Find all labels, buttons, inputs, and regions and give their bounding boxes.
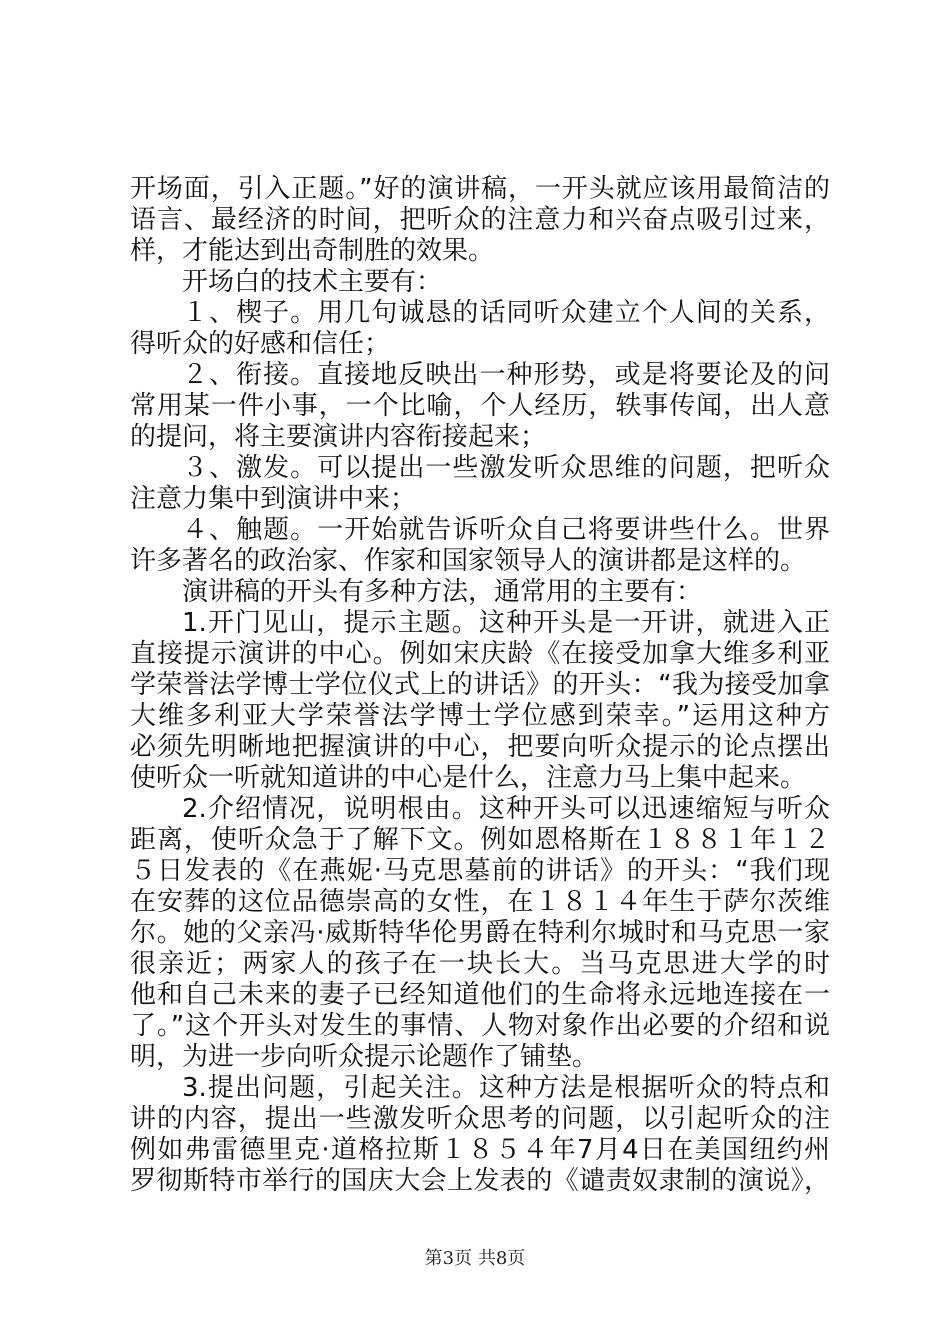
text-line: 必须先明晰地把握演讲的中心，把要向听众提示的论点摆出 xyxy=(130,732,830,762)
text-line: 使听众一听就知道讲的中心是什么，注意力马上集中起来。 xyxy=(130,763,807,793)
text-line: 很亲近；两家人的孩子在一块长大。当马克思进大学的时 xyxy=(130,949,830,979)
text-line: 距离，使听众急于了解下文。例如恩格斯在１８８１年１２ xyxy=(130,825,830,855)
text-line: 明，为进一步向听众提示论题作了铺垫。 xyxy=(130,1042,599,1072)
document-body xyxy=(130,174,830,1197)
text-line: 1.开门见山，提示主题。这种开头是一开讲，就进入正 xyxy=(182,608,830,638)
text-line: 他和自己未来的妻子已经知道他们的生命将永远地连接在一 xyxy=(130,980,830,1010)
text-line: 学荣誉法学博士学位仪式上的讲话》的开头：“我为接受加拿 xyxy=(130,670,830,700)
text-line: 许多著名的政治家、作家和国家领导人的演讲都是这样的。 xyxy=(130,546,807,576)
text-line: 2.介绍情况，说明根由。这种开头可以迅速缩短与听众 xyxy=(182,794,830,824)
text-line: 语言、最经济的时间，把听众的注意力和兴奋点吸引过来， xyxy=(130,205,830,235)
text-line: 注意力集中到演讲中来； xyxy=(130,484,417,514)
text-line: 讲的内容，提出一些激发听众思考的问题，以引起听众的注 xyxy=(130,1104,830,1134)
text-line: 得听众的好感和信任； xyxy=(130,329,391,359)
text-line: 尔。她的父亲冯·威斯特华伦男爵在特利尔城时和马克思一家 xyxy=(130,918,830,948)
text-line: ４、触题。一开始就告诉听众自己将要讲些什么。世界 xyxy=(182,515,830,545)
text-line: 3.提出问题，引起关注。这种方法是根据听众的特点和 xyxy=(182,1073,830,1103)
text-line: 直接提示演讲的中心。例如宋庆龄《在接受加拿大维多利亚 xyxy=(130,639,830,669)
text-line: １、楔子。用几句诚恳的话同听众建立个人间的关系， xyxy=(182,298,830,328)
text-line: ２、衔接。直接地反映出一种形势，或是将要论及的问 xyxy=(182,360,830,390)
text-line: 在安葬的这位品德崇高的女性，在１８１４年生于萨尔茨维 xyxy=(130,887,830,917)
page-footer: 第3页 共8页 xyxy=(424,1248,526,1269)
text-line: 了。”这个开头对发生的事情、人物对象作出必要的介绍和说 xyxy=(130,1011,830,1041)
text-line: 的提问，将主要演讲内容衔接起来； xyxy=(130,422,547,452)
text-line: 罗彻斯特市举行的国庆大会上发表的《谴责奴隶制的演说》， xyxy=(130,1166,830,1196)
text-line: 样，才能达到出奇制胜的效果。 xyxy=(130,236,495,266)
text-line: ３、激发。可以提出一些激发听众思维的问题，把听众 xyxy=(182,453,830,483)
text-line: 开场白的技术主要有： xyxy=(182,267,443,297)
text-line: 演讲稿的开头有多种方法，通常用的主要有： xyxy=(182,577,703,607)
text-line: ５日发表的《在燕妮·马克思墓前的讲话》的开头：“我们现 xyxy=(130,856,830,886)
text-line: 例如弗雷德里克·道格拉斯１８５４年7月4日在美国纽约州 xyxy=(130,1135,830,1165)
text-line: 开场面，引入正题。”好的演讲稿，一开头就应该用最简洁的 xyxy=(130,174,830,204)
text-line: 常用某一件小事，一个比喻，个人经历，轶事传闻，出人意 xyxy=(130,391,830,421)
text-line: 大维多利亚大学荣誉法学博士学位感到荣幸。”运用这种方 xyxy=(130,701,830,731)
